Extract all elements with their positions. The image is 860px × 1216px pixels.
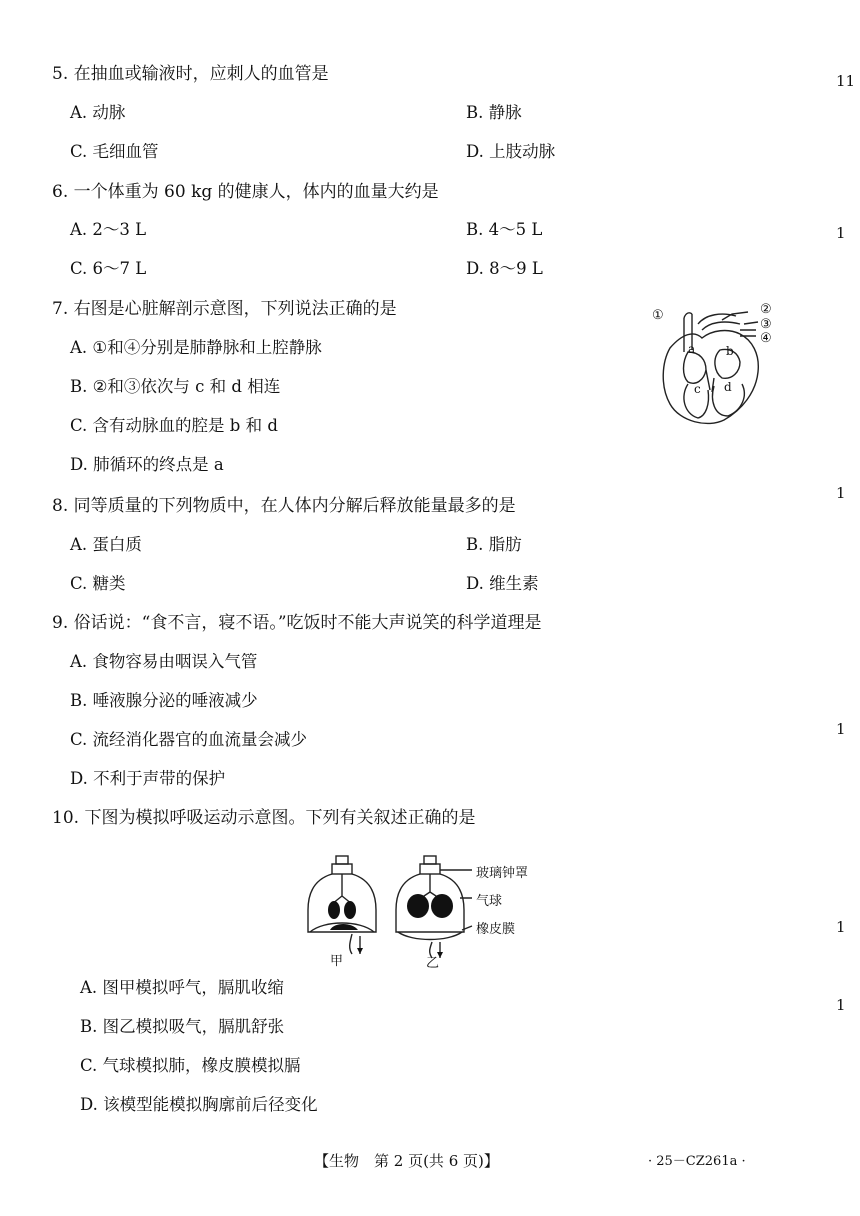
q10-option-b: B. 图乙模拟吸气，膈肌舒张 <box>80 1017 285 1036</box>
q5-option-c: C. 毛细血管 <box>70 142 159 161</box>
q6-option-b: B. 4～5 L <box>466 220 543 239</box>
heart-diagram <box>648 300 778 430</box>
caption-yi: 乙 <box>426 956 440 971</box>
q7-option-c: C. 含有动脉血的腔是 b 和 d <box>70 416 278 435</box>
q6-option-a: A. 2～3 L <box>70 220 147 239</box>
q9-option-d: D. 不利于声带的保护 <box>70 769 226 788</box>
heart-label-2: ② <box>760 302 772 317</box>
question-8-stem: 8. 同等质量的下列物质中，在人体内分解后释放能量最多的是 <box>52 496 516 516</box>
exam-code: · 25－CZ261a · <box>648 1154 746 1169</box>
edge-mark: 1 <box>836 484 846 502</box>
q9-option-c: C. 流经消化器官的血流量会减少 <box>70 730 308 749</box>
q8-option-b: B. 脂肪 <box>466 535 522 554</box>
q10-option-c: C. 气球模拟肺，橡皮膜模拟膈 <box>80 1056 301 1075</box>
question-5-stem: 5. 在抽血或输液时，应刺人的血管是 <box>52 64 329 84</box>
edge-mark: 1 <box>836 720 846 738</box>
label-balloon: 气球 <box>476 894 503 909</box>
heart-label-c: c <box>694 382 701 396</box>
question-6-stem: 6. 一个体重为 60 kg 的健康人，体内的血量大约是 <box>52 182 439 202</box>
q10-option-d: D. 该模型能模拟胸廓前后径变化 <box>80 1095 318 1114</box>
page-footer: 【生物 第 2 页(共 6 页)】 <box>314 1152 499 1170</box>
heart-label-4: ④ <box>760 331 772 346</box>
heart-label-3: ③ <box>760 317 772 332</box>
edge-mark: 1 <box>836 918 846 936</box>
q5-option-b: B. 静脉 <box>466 103 522 122</box>
q10-option-a: A. 图甲模拟呼气，膈肌收缩 <box>80 978 284 997</box>
q8-option-a: A. 蛋白质 <box>70 535 142 554</box>
heart-drawing <box>648 300 778 430</box>
q9-option-a: A. 食物容易由咽误入气管 <box>70 652 258 671</box>
heart-label-b: b <box>726 344 734 358</box>
q7-option-a: A. ①和④分别是肺静脉和上腔静脉 <box>70 338 322 357</box>
question-10-stem: 10. 下图为模拟呼吸运动示意图。下列有关叙述正确的是 <box>52 808 476 828</box>
q6-option-c: C. 6～7 L <box>70 259 147 278</box>
q5-option-d: D. 上肢动脉 <box>466 142 556 161</box>
breathing-model-diagram <box>300 850 540 971</box>
edge-mark: 1 <box>836 996 846 1014</box>
q9-option-b: B. 唾液腺分泌的唾液减少 <box>70 691 258 710</box>
heart-label-1: ① <box>652 308 664 323</box>
q8-option-c: C. 糖类 <box>70 574 126 593</box>
q7-option-b: B. ②和③依次与 c 和 d 相连 <box>70 377 281 396</box>
edge-mark: 11 <box>836 72 856 90</box>
q5-option-a: A. 动脉 <box>70 103 126 122</box>
heart-label-d: d <box>724 380 732 394</box>
q7-option-d: D. 肺循环的终点是 a <box>70 455 224 474</box>
q6-option-d: D. 8～9 L <box>466 259 543 278</box>
question-9-stem: 9. 俗话说：“食不言，寝不语。”吃饭时不能大声说笑的科学道理是 <box>52 613 542 633</box>
question-7-stem: 7. 右图是心脏解剖示意图，下列说法正确的是 <box>52 299 397 319</box>
label-rubber-membrane: 橡皮膜 <box>476 922 516 937</box>
caption-jia: 甲 <box>330 954 344 969</box>
label-glass-jar: 玻璃钟罩 <box>476 866 529 881</box>
q8-option-d: D. 维生素 <box>466 574 539 593</box>
edge-mark: 1 <box>836 224 846 242</box>
heart-label-a: a <box>688 342 696 356</box>
